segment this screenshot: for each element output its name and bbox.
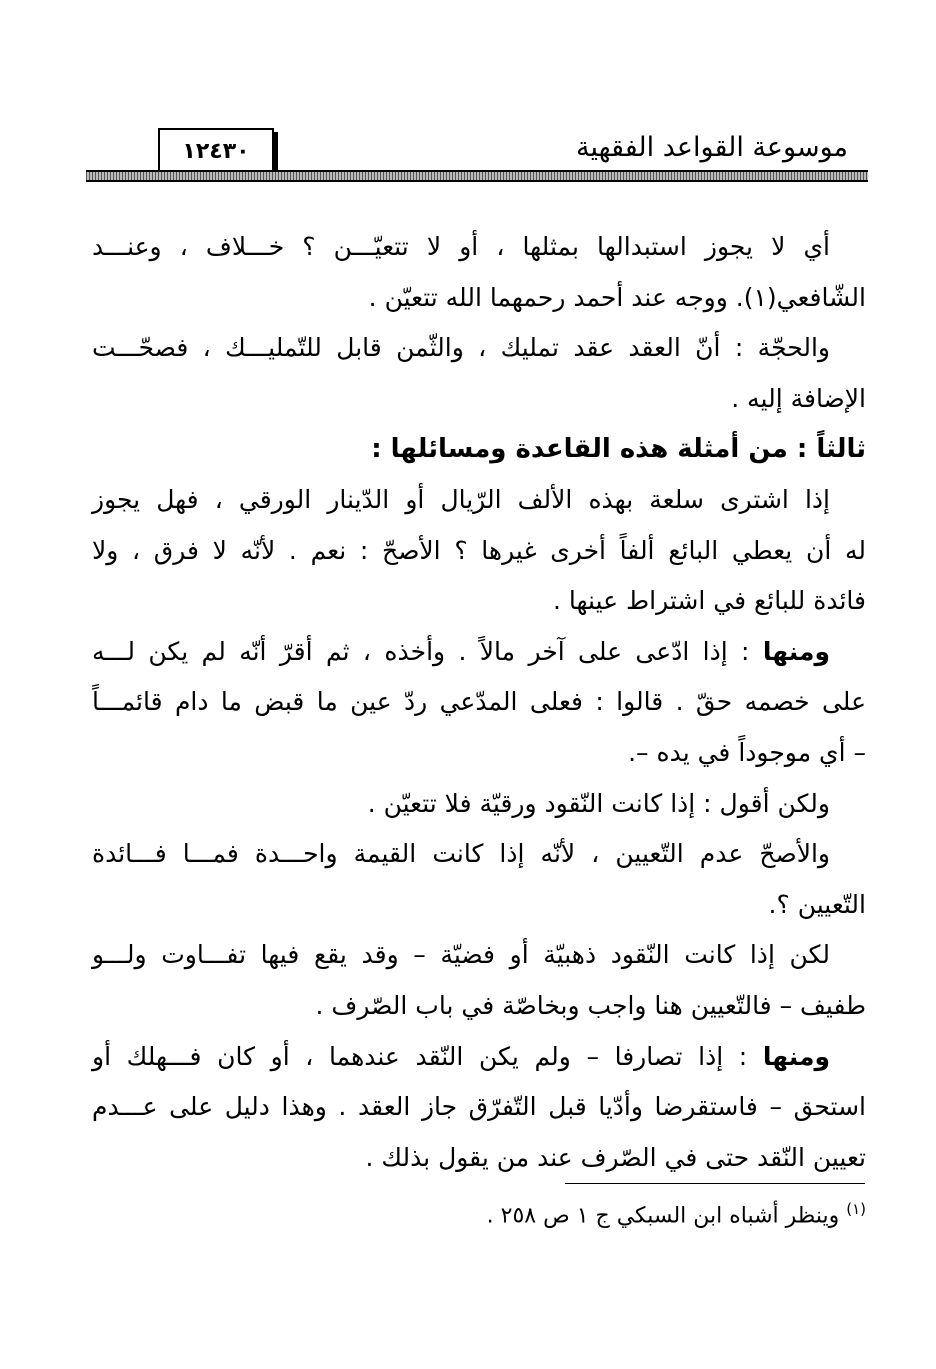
paragraph-line: الشّافعي(١). ووجه عند أحمد رحمهما الله تتعيّن . [368, 282, 866, 312]
bold-lead-word: ومنها [762, 1041, 830, 1071]
footnote-text: وينظر أشباه ابن السبكي ج ١ ص ٢٥٨ . [486, 1203, 847, 1229]
line-text: : إذا ادّعى على آخر مالاً . وأخذه ، ثم أقرّ أنّه لم يكن لـــه [92, 636, 763, 666]
page-number-box [158, 128, 274, 176]
line-text: : إذا تصارفا – ولم يكن النّقد عندهما ، أو كان فـــهلك أو [92, 1041, 763, 1071]
paragraph-line [92, 1032, 866, 1083]
paragraph-line: – أي موجوداً في يده –. [628, 737, 866, 767]
paragraph-line: طفيف – فالتّعيين هنا واجب وبخاصّة في باب الصّرف . [315, 990, 866, 1020]
footnote-separator [565, 1183, 865, 1184]
paragraph-line [92, 627, 866, 678]
paragraph-line: والحجّة : أنّ العقد عقد تمليك ، والثّمن قابل للتّمليـــك ، فصحّـــت [92, 333, 830, 363]
paragraph-line: لكن إذا كانت النّقود ذهبيّة أو فضيّة – وقد يقع فيها تفـــاوت ولـــو [92, 940, 830, 970]
paragraph-line: الإضافة إليه . [731, 383, 866, 413]
book-title: موسوعة القواعد الفقهية [576, 132, 848, 163]
bold-lead-word: ومنها [762, 636, 830, 666]
section-heading: ثالثاً : من أمثلة هذه القاعدة ومسائلها : [371, 434, 866, 465]
body-text [92, 222, 866, 1183]
paragraph-line: التّعيين ؟. [768, 889, 866, 919]
page-number: ١٢٤٣٠ [182, 139, 250, 164]
paragraph-line: له أن يعطي البائع ألفاً أخرى غيرها ؟ الأصحّ : نعم . لأنّه لا فرق ، ولا [92, 535, 866, 565]
paragraph-line: فائدة للبائع في اشتراط عينها . [553, 586, 866, 616]
footnote-marker: (١) [846, 1200, 866, 1218]
paragraph-line: إذا اشترى سلعة بهذه الألف الرّيال أو الدّينار الورقي ، فهل يجوز [92, 484, 830, 514]
paragraph-line: تعيين النّقد حتى في الصّرف عند من يقول بذلك . [365, 1142, 866, 1172]
header-rule [86, 170, 868, 182]
footnote [487, 1200, 866, 1228]
page-header [86, 120, 868, 182]
paragraph-line: استحق – فاستقرضا وأدّيا قبل التّفرّق جاز العقد . وهذا دليل على عـــدم [92, 1092, 866, 1122]
paragraph-line: أي لا يجوز استبدالها بمثلها ، أو لا تتعيّـــن ؟ خـــلاف ، وعنـــد [92, 232, 830, 261]
paragraph-line: على خصمه حقّ . قالوا : فعلى المدّعي ردّ عين ما قبض ما دام قائمـــاً [92, 687, 866, 717]
paragraph-line: والأصحّ عدم التّعيين ، لأنّه إذا كانت القيمة واحـــدة فمـــا فـــائدة [92, 839, 830, 869]
paragraph-line: ولكن أقول : إذا كانت النّقود ورقيّة فلا تتعيّن . [367, 788, 830, 818]
